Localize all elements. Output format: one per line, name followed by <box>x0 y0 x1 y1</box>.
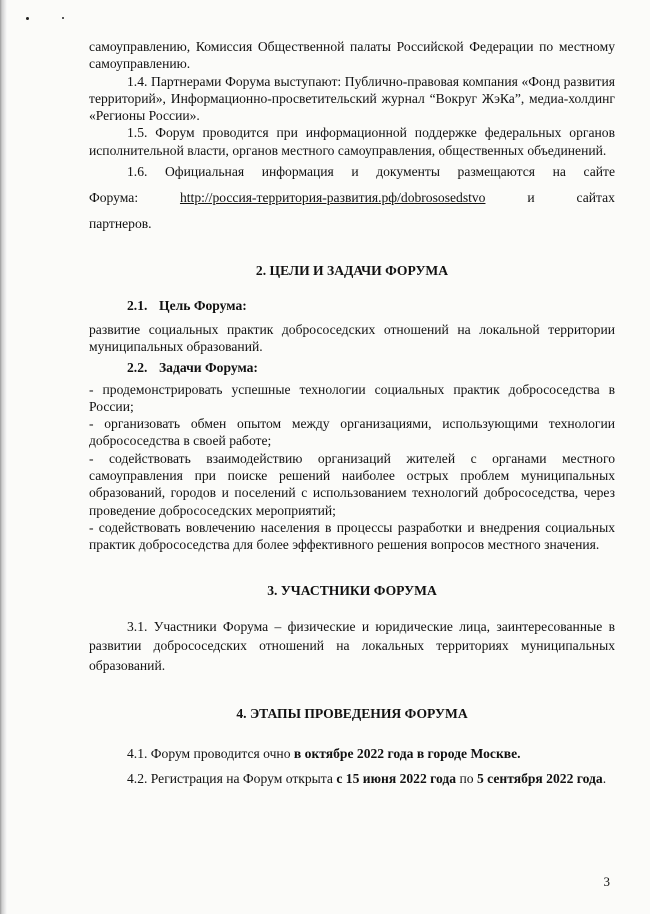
forum-website-link[interactable]: http://россия-территория-развития.рф/dobrososedstvo <box>179 190 486 206</box>
scan-edge-shadow <box>0 0 7 914</box>
task-item: - организовать обмен опытом между организациями, использующими технологии добрососедства в своей работе; <box>89 416 615 449</box>
paragraph-4-2-text: . <box>602 770 607 786</box>
section-4-heading: 4. ЭТАПЫ ПРОВЕДЕНИЯ ФОРУМА <box>236 706 468 722</box>
subsection-2-1-title <box>89 297 615 314</box>
task-list <box>89 381 615 554</box>
scan-speck <box>62 17 64 19</box>
forum-label: Форума: <box>89 190 139 206</box>
task-item: - продемонстрировать успешные технологии социальных практик добрососедства в России; <box>89 381 615 414</box>
document-body <box>89 38 615 788</box>
conjunction: и <box>527 190 535 206</box>
subsection-number: 2.1. <box>127 298 148 314</box>
paragraph-1-5: 1.5. Форум проводится при информационной поддержке федеральных органов исполнительной власти, органов местного самоуправления, общественных объединений. <box>89 125 615 158</box>
paragraph-1-6-line-2 <box>89 185 615 211</box>
paragraph-3-1: 3.1. Участники Форума – физические и юридические лица, заинтересованные в развитии добрососедских отношений на локальных территориях муниципальных образований. <box>89 618 615 673</box>
section-2-heading: 2. ЦЕЛИ И ЗАДАЧИ ФОРУМА <box>255 263 449 279</box>
paragraph-1-6-line-1: 1.6. Официальная информация и документы размещаются на сайте <box>127 164 615 180</box>
paragraph-1-6 <box>89 159 615 237</box>
paragraph-4-2-text: по <box>456 770 477 786</box>
sites-word: сайтах <box>576 190 615 206</box>
paragraph-4-1-text: 4.1. Форум проводится очно <box>127 745 294 761</box>
paragraph-4-2 <box>89 769 615 789</box>
paragraph-4-1-emphasis: в октябре 2022 года в городе Москве. <box>293 745 521 761</box>
paragraph-4-2-text: 4.2. Регистрация на Форум открыта <box>127 770 337 786</box>
goal-text: развитие социальных практик добрососедских отношений на локальной территории муниципальных образований. <box>89 321 615 354</box>
page-number: 3 <box>603 874 610 889</box>
subsection-title: Цель Форума: <box>159 298 247 314</box>
section-3-heading: 3. УЧАСТНИКИ ФОРУМА <box>267 582 437 598</box>
task-item: - содействовать вовлечению населения в процессы разработки и внедрения социальных практик добрососедства для более эффективного решения вопросов местного значения. <box>89 519 615 553</box>
subsection-2-2-title <box>89 359 615 376</box>
registration-end-date: 5 сентября 2022 года <box>476 770 603 786</box>
paragraph-1-3-continuation: самоуправлению, Комиссия Общественной палаты Российской Федерации по местному самоуправлению. <box>89 39 615 72</box>
scan-speck <box>26 17 29 20</box>
paragraph-1-4: 1.4. Партнерами Форума выступают: Публично-правовая компания «Фонд развития территорий», Информационно-просветительский журнал “Вокруг ЖэКа”, медиа-холдинг «Регионы России». <box>89 73 615 124</box>
subsection-title: Задачи Форума: <box>159 360 258 376</box>
subsection-number: 2.2. <box>127 360 148 376</box>
task-item: - содействовать взаимодействию организаций жителей с органами местного самоуправления при поиске решений наиболее острых проблем муниципальных образований, городов и поселений с использованием технологий добрососедства, через проведение добрососедских мероприятий; <box>89 450 615 518</box>
paragraph-4-1 <box>89 745 615 762</box>
registration-start-date: с 15 июня 2022 года <box>336 770 457 786</box>
paragraph-1-6-line-3: партнеров. <box>89 216 152 232</box>
